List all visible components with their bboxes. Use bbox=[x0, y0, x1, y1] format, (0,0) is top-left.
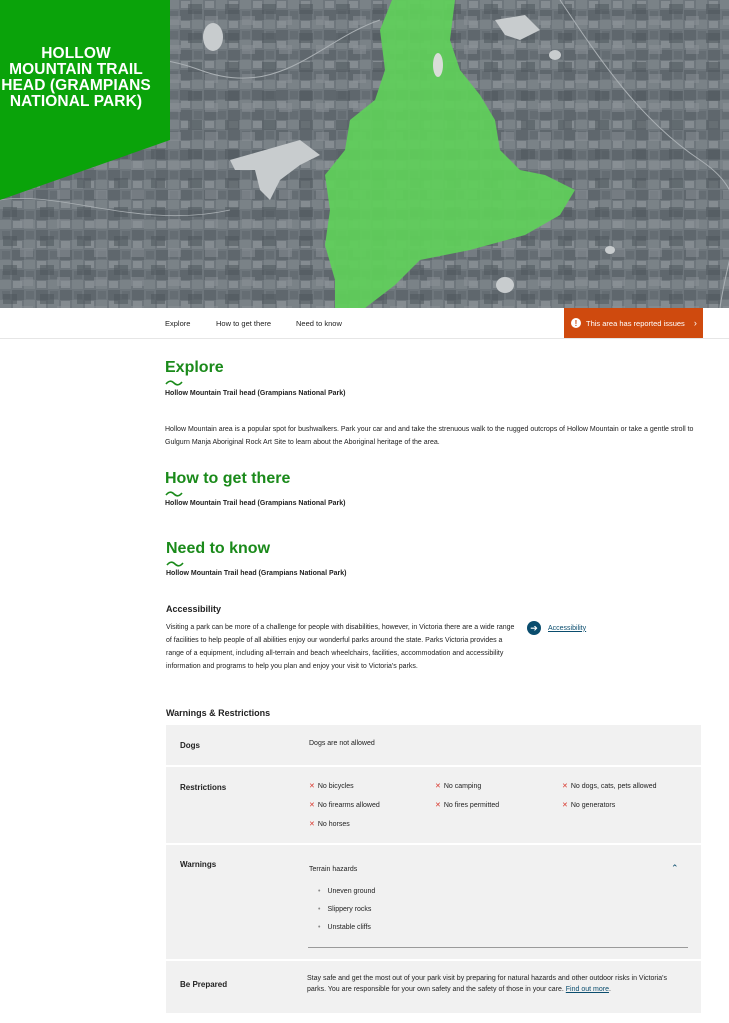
terrain-hazards-toggle[interactable]: Terrain hazards bbox=[309, 866, 358, 873]
squiggle-divider bbox=[165, 379, 183, 386]
hero-title-banner bbox=[0, 0, 170, 200]
hazard-item: • Unstable cliffs bbox=[318, 924, 371, 931]
divider bbox=[308, 947, 688, 948]
restrictions-row bbox=[166, 767, 701, 845]
accessibility-link-label: Accessibility bbox=[548, 624, 587, 632]
restriction-item: ✕ No firearms allowed bbox=[309, 802, 380, 809]
chevron-up-icon[interactable]: ⌃ bbox=[671, 863, 679, 873]
explore-heading: Explore bbox=[165, 359, 224, 376]
how-to-get-there-subheading: Hollow Mountain Trail head (Grampians National Park) bbox=[165, 500, 346, 507]
need-to-know-heading: Need to know bbox=[166, 540, 271, 557]
hazard-item: • Slippery rocks bbox=[318, 906, 371, 913]
accessibility-description: Visiting a park can be more of a challenge for people with disabilities, however, in Victoria there are a wide range of facilities to help people of all abilities enjoy our wonderful parks around the state. Parks Victoria provides a range of a equipment, including all-terrain and beach wheelchairs, facilities, accommodation and accessibility information and programs to help you plan and enjoy your visit to Victoria's parks. bbox=[166, 624, 515, 670]
restriction-item: ✕ No horses bbox=[309, 821, 350, 828]
explore-subheading: Hollow Mountain Trail head (Grampians National Park) bbox=[165, 390, 346, 397]
accessibility-heading: Accessibility bbox=[166, 604, 222, 614]
restriction-item: ✕ No bicycles bbox=[309, 783, 354, 790]
reported-issues-button[interactable] bbox=[564, 308, 703, 338]
restrictions-label: Restrictions bbox=[180, 783, 227, 792]
warnings-label: Warnings bbox=[180, 860, 217, 869]
be-prepared-row bbox=[166, 961, 701, 1013]
restriction-item: ✕ No fires permitted bbox=[435, 802, 500, 809]
dogs-value: Dogs are not allowed bbox=[309, 740, 375, 747]
squiggle-divider bbox=[166, 560, 184, 567]
warnings-row bbox=[166, 845, 701, 961]
nav-need-to-know[interactable]: Need to know bbox=[296, 319, 342, 328]
restriction-item: ✕ No generators bbox=[562, 802, 616, 809]
be-prepared-text: Stay safe and get the most out of your park visit by preparing for natural hazards and other outdoor risks in Victoria's parks. You are responsible for your own safety and the safety of those in your care. Find out more. bbox=[307, 975, 667, 993]
restriction-item: ✕ No camping bbox=[435, 783, 482, 790]
warnings-restrictions-heading: Warnings & Restrictions bbox=[166, 708, 271, 718]
dogs-row bbox=[166, 725, 701, 767]
be-prepared-label: Be Prepared bbox=[180, 980, 228, 989]
need-to-know-subheading: Hollow Mountain Trail head (Grampians National Park) bbox=[166, 570, 347, 577]
squiggle-divider bbox=[165, 490, 183, 497]
reported-issues-label: This area has reported issues bbox=[586, 318, 685, 328]
arrow-right-icon: ➔ bbox=[527, 621, 541, 635]
dogs-label: Dogs bbox=[180, 741, 200, 750]
restriction-item: ✕ No dogs, cats, pets allowed bbox=[562, 783, 657, 790]
nav-how-to-get-there[interactable]: How to get there bbox=[216, 319, 272, 328]
how-to-get-there-heading: How to get there bbox=[165, 470, 291, 487]
accessibility-link[interactable] bbox=[527, 621, 586, 635]
warnings-table bbox=[166, 725, 701, 1013]
explore-description: Hollow Mountain area is a popular spot for bushwalkers. Park your car and and take the strenuous walk to the rugged outcrops of Hollow Mountain or take a gentle stroll to Gulgurn Manja Aboriginal Rock Art Site to learn about the Aboriginal heritage of the area. bbox=[165, 426, 694, 446]
page-title: HOLLOW MOUNTAIN TRAIL HEAD (GRAMPIANS NATIONAL PARK) bbox=[1, 45, 151, 110]
find-out-more-link[interactable]: Find out more bbox=[565, 986, 609, 993]
hero-map bbox=[0, 0, 729, 308]
hazard-item: • Uneven ground bbox=[318, 888, 375, 895]
chevron-right-icon: › bbox=[693, 318, 697, 328]
nav-explore[interactable]: Explore bbox=[165, 319, 191, 328]
alert-icon: ! bbox=[571, 318, 581, 328]
